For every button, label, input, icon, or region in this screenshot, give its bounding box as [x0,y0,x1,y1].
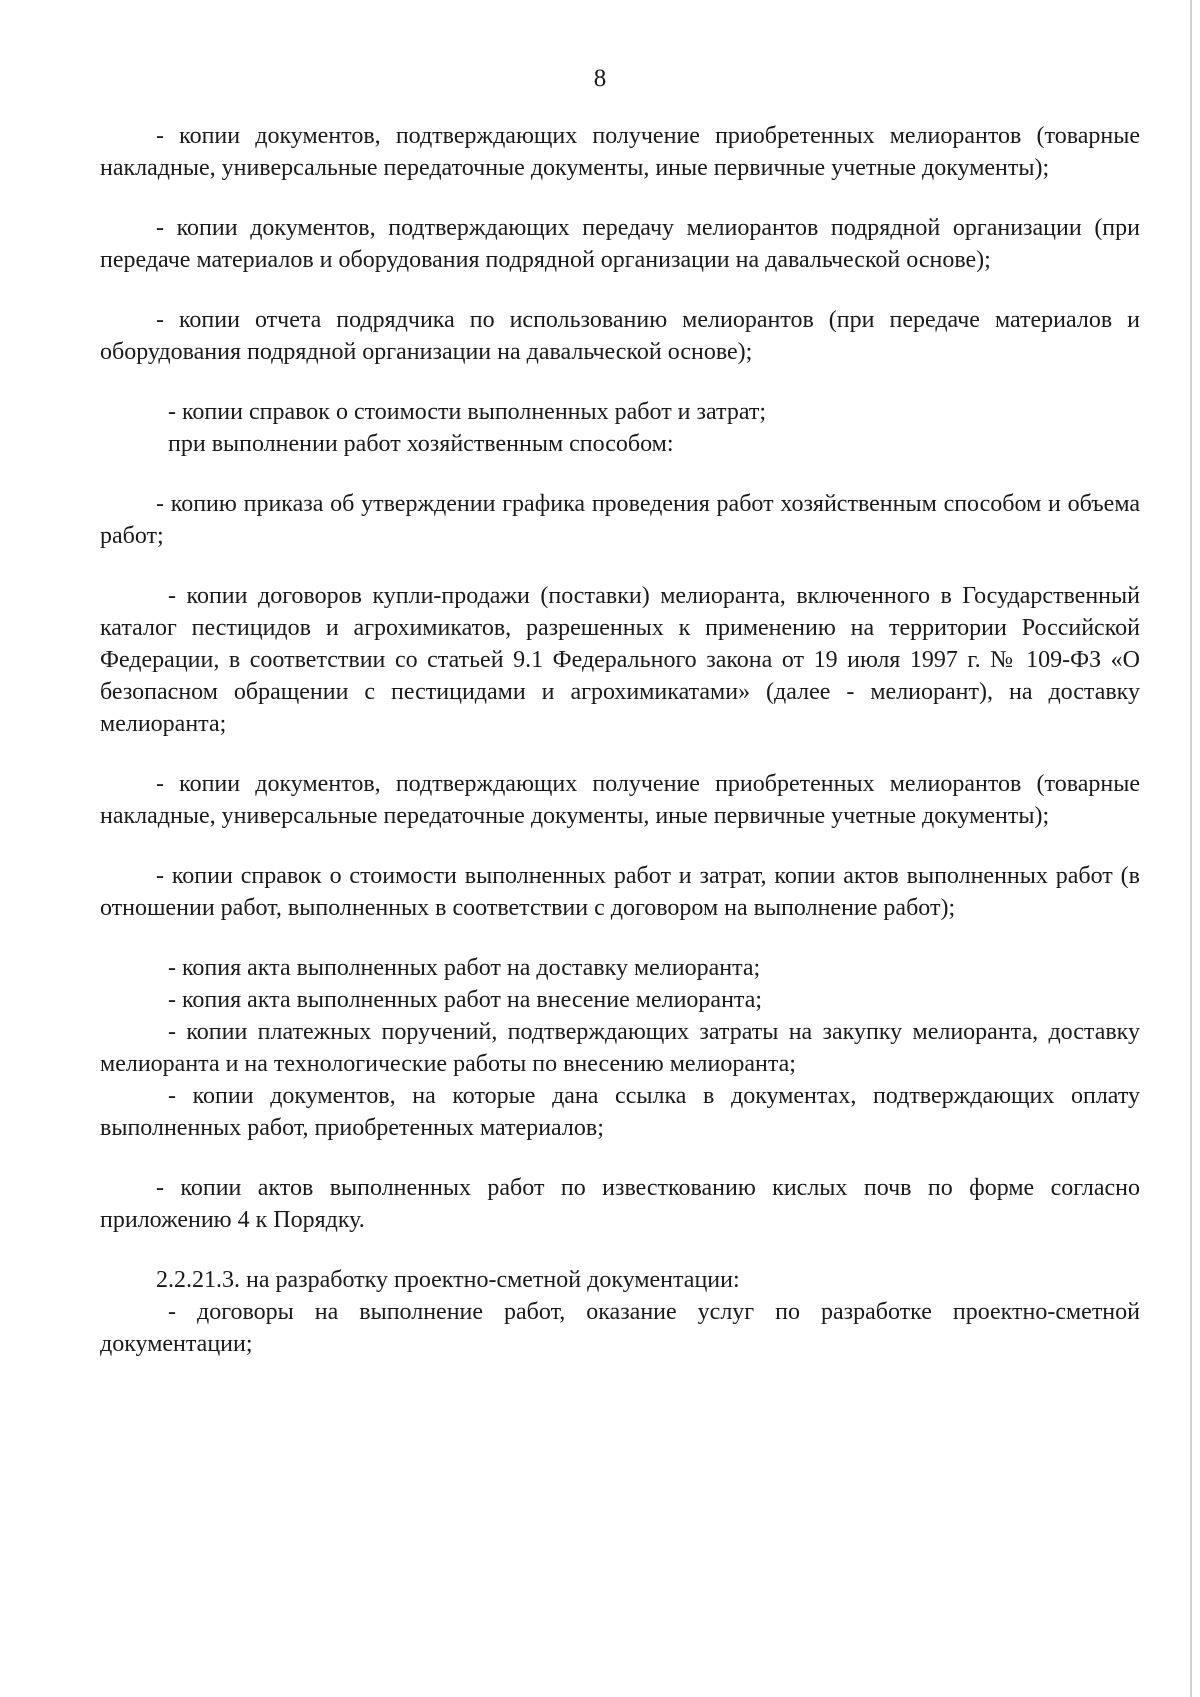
paragraph-1: - копии документов, подтверждающих получение приобретенных мелиорантов (товарные накладные, универсальные передаточные документы, иные первичные учетные документы); [100,123,1140,181]
paragraph-13: - копии документов, на которые дана ссылка в документах, подтверждающих оплату выполненных работ, приобретенных материалов; [100,1083,1140,1141]
paragraph-2: - копии документов, подтверждающих передачу мелиорантов подрядной организации (при передаче материалов и оборудования подрядной организации на давальческой основе); [100,215,1140,273]
paragraph-14: - копии актов выполненных работ по известкованию кислых почв по форме согласно приложению 4 к Порядку. [100,1175,1140,1233]
paragraph-15-subheading: 2.2.21.3. на разработку проектно-сметной документации: [156,1267,740,1293]
paragraph-11: - копия акта выполненных работ на внесение мелиоранта; [168,987,763,1013]
document-body [100,120,1140,1360]
page-edge-line [1190,0,1192,1697]
paragraph-8: - копии документов, подтверждающих получение приобретенных мелиорантов (товарные накладные, универсальные передаточные документы, иные первичные учетные документы); [100,771,1140,829]
paragraph-4: - копии справок о стоимости выполненных работ и затрат; [168,399,767,425]
page-number: 8 [593,65,607,92]
paragraph-16: - договоры на выполнение работ, оказание услуг по разработке проектно-сметной документации; [100,1299,1140,1357]
paragraph-5-subheading: при выполнении работ хозяйственным способом: [168,431,674,457]
paragraph-7: - копии договоров купли-продажи (поставки) мелиоранта, включенного в Государственный каталог пестицидов и агрохимикатов, разрешенных к применению на территории Российской Федерации, в соответствии со статьей 9.1 Федерального закона от 19 июля 1997 г. № 109-ФЗ «О безопасном обращении с пестицидами и агрохимикатами» (далее - мелиорант), на доставку мелиоранта; [100,583,1140,737]
paragraph-12: - копии платежных поручений, подтверждающих затраты на закупку мелиоранта, доставку мелиоранта и на технологические работы по внесению мелиоранта; [100,1019,1140,1077]
paragraph-10: - копия акта выполненных работ на доставку мелиоранта; [168,955,761,981]
paragraph-6: - копию приказа об утверждении графика проведения работ хозяйственным способом и объема работ; [100,491,1140,549]
paragraph-9: - копии справок о стоимости выполненных работ и затрат, копии актов выполненных работ (в отношении работ, выполненных в соответствии с договором на выполнение работ); [100,863,1140,921]
paragraph-3: - копии отчета подрядчика по использованию мелиорантов (при передаче материалов и оборудования подрядной организации на давальческой основе); [100,307,1140,365]
